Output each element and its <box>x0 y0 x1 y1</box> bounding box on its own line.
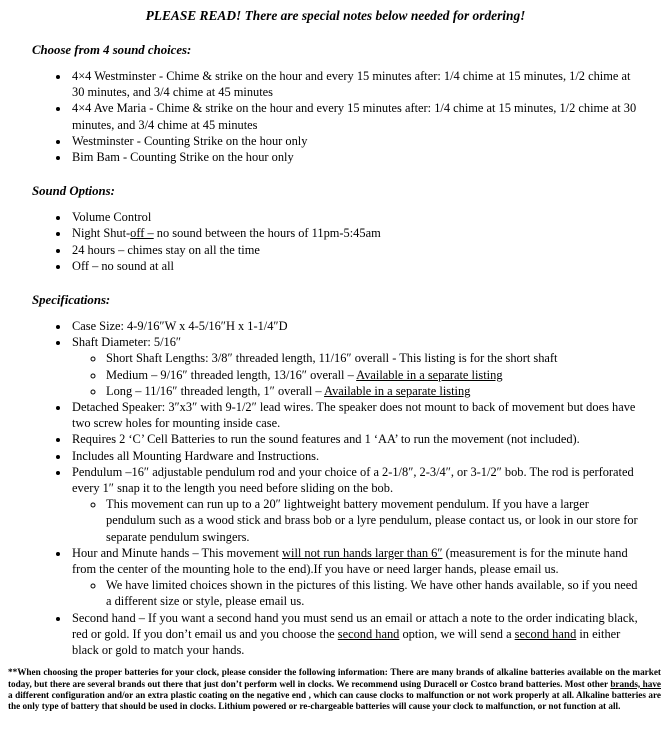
text-segment: **When choosing the proper batteries for your clock, please consider the following information: There are many brands of alkaline batteries available on the market today, but there are several brands out there that just don’t perform well in clocks. We recommend using Duracell or Costco brand batteries. Most other <box>8 667 661 689</box>
list-item-ave-maria-4x4: • 4×4 Ave Maria - Chime & strike on the hour and every 15 minutes after: 1/4 chime at 15 minutes, 1/2 chime at 30 minutes, and 3/4 chime at 45 minutes <box>70 100 641 132</box>
text-segment: option, we will send a <box>399 626 515 641</box>
list-item-shaft-long <box>105 383 641 399</box>
document-title: PLEASE READ! There are special notes below needed for ordering! <box>145 8 526 23</box>
list-item-batteries: • Requires 2 ‘C’ Cell Batteries to run the sound features and 1 ‘AA’ to run the movement (not included). <box>70 431 641 447</box>
hands-sublist <box>72 577 641 609</box>
section-heading-sound-choices: Choose from 4 sound choices: <box>32 43 192 57</box>
list-item-24-hours: • 24 hours – chimes stay on all the time <box>70 242 641 258</box>
list-item-hands <box>70 545 641 610</box>
text-segment: a different configuration and/or an extra plastic coating on the negative end , which can cause clocks to malfunction or not work properly at all. Alkaline batteries are the only type of battery that should be used in clocks. Lithium powered or re-chargeable batteries will cause your clock to malfunction, or not function at all. <box>8 689 661 712</box>
list-item-pendulum-note: ◦ This movement can run up to a 20″ lightweight battery movement pendulum. If you have a larger pendulum such as a wood stick and brass bob or a lyre pendulum, please contact us, or look in our store for separate pendulum swingers. <box>105 496 641 545</box>
text-segment: no sound between the hours of 11pm-5:45am <box>153 226 381 241</box>
list-item-shaft-short: ◦ Short Shaft Lengths: 3/8″ threaded length, 11/16″ overall - This listing is for the short shaft <box>105 350 641 366</box>
text-segment-underlined: off – <box>130 226 154 241</box>
text-segment: Second hand – If you want a second hand you must send us an email or attach a note to the order indicating black, red or gold. If you don’t email us and you choose the <box>72 610 638 641</box>
text-segment: (measurement is for the minute hand from the center of the mounting hole to the end).If you have or need larger hands, please email us. <box>72 545 628 577</box>
list-item-westminster: • Westminster - Counting Strike on the hour only <box>70 133 641 149</box>
sound-choices-list <box>30 68 641 165</box>
list-item-volume-control: • Volume Control <box>70 209 641 225</box>
text-segment: in either black or gold to match your hands. <box>72 626 621 658</box>
list-item-speaker: • Detached Speaker: 3″x3″ with 9-1/2″ lead wires. The speaker does not mount to back of movement but does have two screw holes for mounting inside case. <box>70 399 641 431</box>
text-segment: Night Shut- <box>72 226 131 241</box>
list-item-shaft-medium <box>105 367 641 383</box>
pendulum-sublist <box>72 496 641 545</box>
list-item-off: • Off – no sound at all <box>70 258 641 274</box>
text-segment-underlined: will not run hands larger than 6″ <box>282 545 443 560</box>
section-heading-sound-options: Sound Options: <box>32 184 115 199</box>
text-segment-underlined: brands, have <box>610 678 661 689</box>
list-item-second-hand <box>70 610 641 659</box>
list-item-hands-note: ◦ We have limited choices shown in the pictures of this listing. We have other hands available, so if you need a different size or style, please email us. <box>105 577 641 609</box>
text-segment: Long – 11/16″ threaded length, 1″ overall – <box>106 383 325 398</box>
list-item-bim-bam: • Bim Bam - Counting Strike on the hour only <box>70 149 641 165</box>
list-item-shaft-diameter <box>70 334 641 399</box>
sound-options-list <box>30 209 641 274</box>
shaft-sublist <box>72 350 641 399</box>
text-segment: Medium – 9/16″ threaded length, 13/16″ overall – <box>106 367 357 382</box>
list-item-westminster-4x4: • 4×4 Westminster - Chime & strike on the hour and every 15 minutes after: 1/4 chime at 15 minutes, 1/2 chime at 30 minutes, and 3/4 chime at 45 minutes <box>70 68 641 100</box>
battery-disclaimer <box>8 667 661 712</box>
list-item-case-size: • Case Size: 4-9/16″W x 4-5/16″H x 1-1/4″D <box>70 318 641 334</box>
list-item-night-shutoff <box>70 225 641 241</box>
text-segment-underlined: Available in a separate listing <box>324 383 471 398</box>
specifications-list <box>30 318 641 658</box>
text-segment: Pendulum –16″ adjustable pendulum rod and your choice of a 2-1/8″, 2-3/4″, or 3-1/2″ bob. The rod is perforated every 1″ snap it to the length you need before sliding on the bob. <box>72 464 634 496</box>
text-segment-underlined: second hand <box>514 626 577 641</box>
text-segment: Hour and Minute hands – This movement <box>72 545 283 560</box>
text-segment-underlined: Available in a separate listing <box>356 367 503 382</box>
text-segment: Shaft Diameter: 5/16″ <box>72 335 182 350</box>
list-item-hardware: • Includes all Mounting Hardware and Instructions. <box>70 448 641 464</box>
text-segment-underlined: second hand <box>337 626 400 641</box>
section-heading-specifications: Specifications: <box>32 293 111 308</box>
list-item-pendulum <box>70 464 641 545</box>
